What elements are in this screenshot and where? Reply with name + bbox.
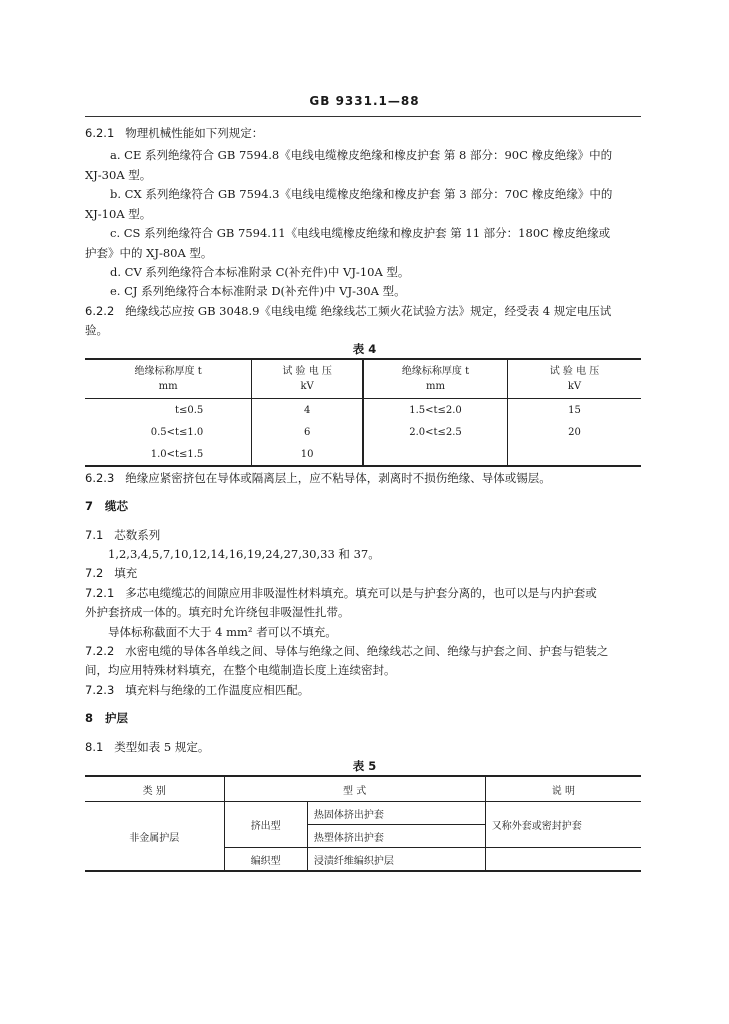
table-5 [85,775,641,872]
clause-6-2-2-line2: 验。 [85,323,108,337]
t5-item: 热固体挤出护套 [307,802,485,825]
clause-text: 多芯电缆缆芯的间隙应用非吸湿性材料填充。填充可以是与护套分离的，也可以是与内护套或 [125,586,597,600]
clause-text: 物理机械性能如下列规定： [125,126,264,140]
table5-caption: 表 5 [352,759,377,773]
clause-7-2-2-line2: 间，均应用特殊材料填充，在整个电缆制造长度上连续密封。 [85,663,396,677]
t5-item: 浸渍纤维编织护层 [307,848,485,872]
table-4 [85,358,641,467]
t4-cell: 1.0<t≤1.5 [150,448,204,460]
t4-cell: 1.5<t≤2.0 [363,399,508,422]
table-row [85,421,641,443]
section-title: 缆芯 [105,499,129,513]
t5-group-braided: 编织型 [224,848,307,872]
t4-cell: 2.0<t≤2.5 [363,421,508,443]
t4-cell: 6 [252,421,363,443]
clause-number: 7.2.1 [85,586,115,600]
t4-cell: 20 [508,421,641,443]
section-title: 护层 [105,711,129,725]
t4-cell: 15 [508,399,641,422]
table-row [85,802,641,825]
item-a-line1: a. CE 系列绝缘符合 GB 7594.8《电线电缆橡皮绝缘和橡皮护套 第 8 部分：90C 橡皮绝缘》中的 [110,148,613,162]
clause-number: 6.2.3 [85,471,115,485]
clause-8-1 [85,740,209,754]
clause-title: 芯数系列 [114,528,161,542]
clause-7-2-1 [85,586,597,600]
clause-7-1 [85,528,160,542]
t4-cell: t≤0.5 [174,404,204,416]
clause-7-2 [85,566,137,580]
t4-header-voltage: 试 验 电 压 kV [252,359,363,399]
item-e: e. CJ 系列绝缘符合本标准附录 D(补充件)中 VJ-30A 型。 [110,284,406,298]
t4-cell: 4 [252,399,363,422]
item-c-line1: c. CS 系列绝缘符合 GB 7594.11《电线电缆橡皮绝缘和橡皮护套 第 11 部分：180C 橡皮绝缘或 [110,226,611,240]
t4-cell: 10 [252,443,363,466]
clause-6-2-3 [85,471,551,485]
t5-header-type: 型 式 [224,776,485,802]
clause-7-2-1-line2: 外护套挤成一体的。填充时允许绕包非吸湿性扎带。 [85,605,350,619]
t5-item: 热塑体挤出护套 [307,825,485,848]
clause-number: 6.2.2 [85,304,115,318]
clause-text: 水密电缆的导体各单线之间、导体与绝缘之间、绝缘线芯之间、绝缘与护套之间、护套与铠装之 [125,644,609,658]
clause-7-2-1-line3: 导体标称截面不大于 4 mm² 者可以不填充。 [108,625,337,639]
clause-6-2-1 [85,126,263,140]
t5-note: 又称外套或密封护套 [485,802,641,848]
clause-title: 填充 [114,566,138,580]
clause-number: 7.1 [85,528,104,542]
table-row [85,443,641,466]
t4-header-thickness: 绝缘标称厚度 t mm [85,359,252,399]
table4-caption: 表 4 [352,342,377,356]
clause-number: 7.2 [85,566,104,580]
t5-group-extruded: 挤出型 [224,802,307,848]
t5-note-empty [485,848,641,872]
clause-text: 填充料与绝缘的工作温度应相匹配。 [125,683,310,697]
clause-number: 7.2.2 [85,644,115,658]
t5-category: 非金属护层 [129,832,180,844]
clause-text: 绝缘应紧密挤包在导体或隔离层上，应不粘导体，剥离时不损伤绝缘、导体或锡层。 [125,471,551,485]
clause-text: 绝缘线芯应按 GB 3048.9《电线电缆 绝缘线芯工频火花试验方法》规定，经受表 4 规定电压试 [125,304,612,318]
item-c-line2: 护套》中的 XJ-80A 型。 [85,246,213,260]
t5-header-category: 类 别 [85,776,224,802]
item-a-line2: XJ-30A 型。 [85,168,152,182]
t4-cell [363,443,508,466]
core-count-series: 1,2,3,4,5,7,10,12,14,16,19,24,27,30,33 和 37。 [108,547,380,561]
clause-number: 6.2.1 [85,126,115,140]
t4-header-thickness-2: 绝缘标称厚度 t mm [363,359,508,399]
item-b-line1: b. CX 系列绝缘符合 GB 7594.3《电线电缆橡皮绝缘和橡皮护套 第 3 部分：70C 橡皮绝缘》中的 [110,187,613,201]
section-number: 7 [85,499,94,513]
header-divider [85,116,641,117]
clause-number: 7.2.3 [85,683,115,697]
page-header: GB 9331.1—88 [309,94,420,108]
clause-7-2-3 [85,683,309,697]
section-8-heading [85,711,128,725]
item-d: d. CV 系列绝缘符合本标准附录 C(补充件)中 VJ-10A 型。 [110,265,410,279]
t4-cell: 0.5<t≤1.0 [150,426,204,438]
section-7-heading [85,499,128,513]
clause-6-2-2 [85,304,611,318]
clause-7-2-2 [85,644,608,658]
section-number: 8 [85,711,94,725]
clause-number: 8.1 [85,740,104,754]
clause-text: 类型如表 5 规定。 [114,740,210,754]
item-b-line2: XJ-10A 型。 [85,207,152,221]
t4-header-voltage-2: 试 验 电 压 kV [508,359,641,399]
t5-header-note: 说 明 [485,776,641,802]
t4-cell [508,443,641,466]
table-row [85,399,641,422]
